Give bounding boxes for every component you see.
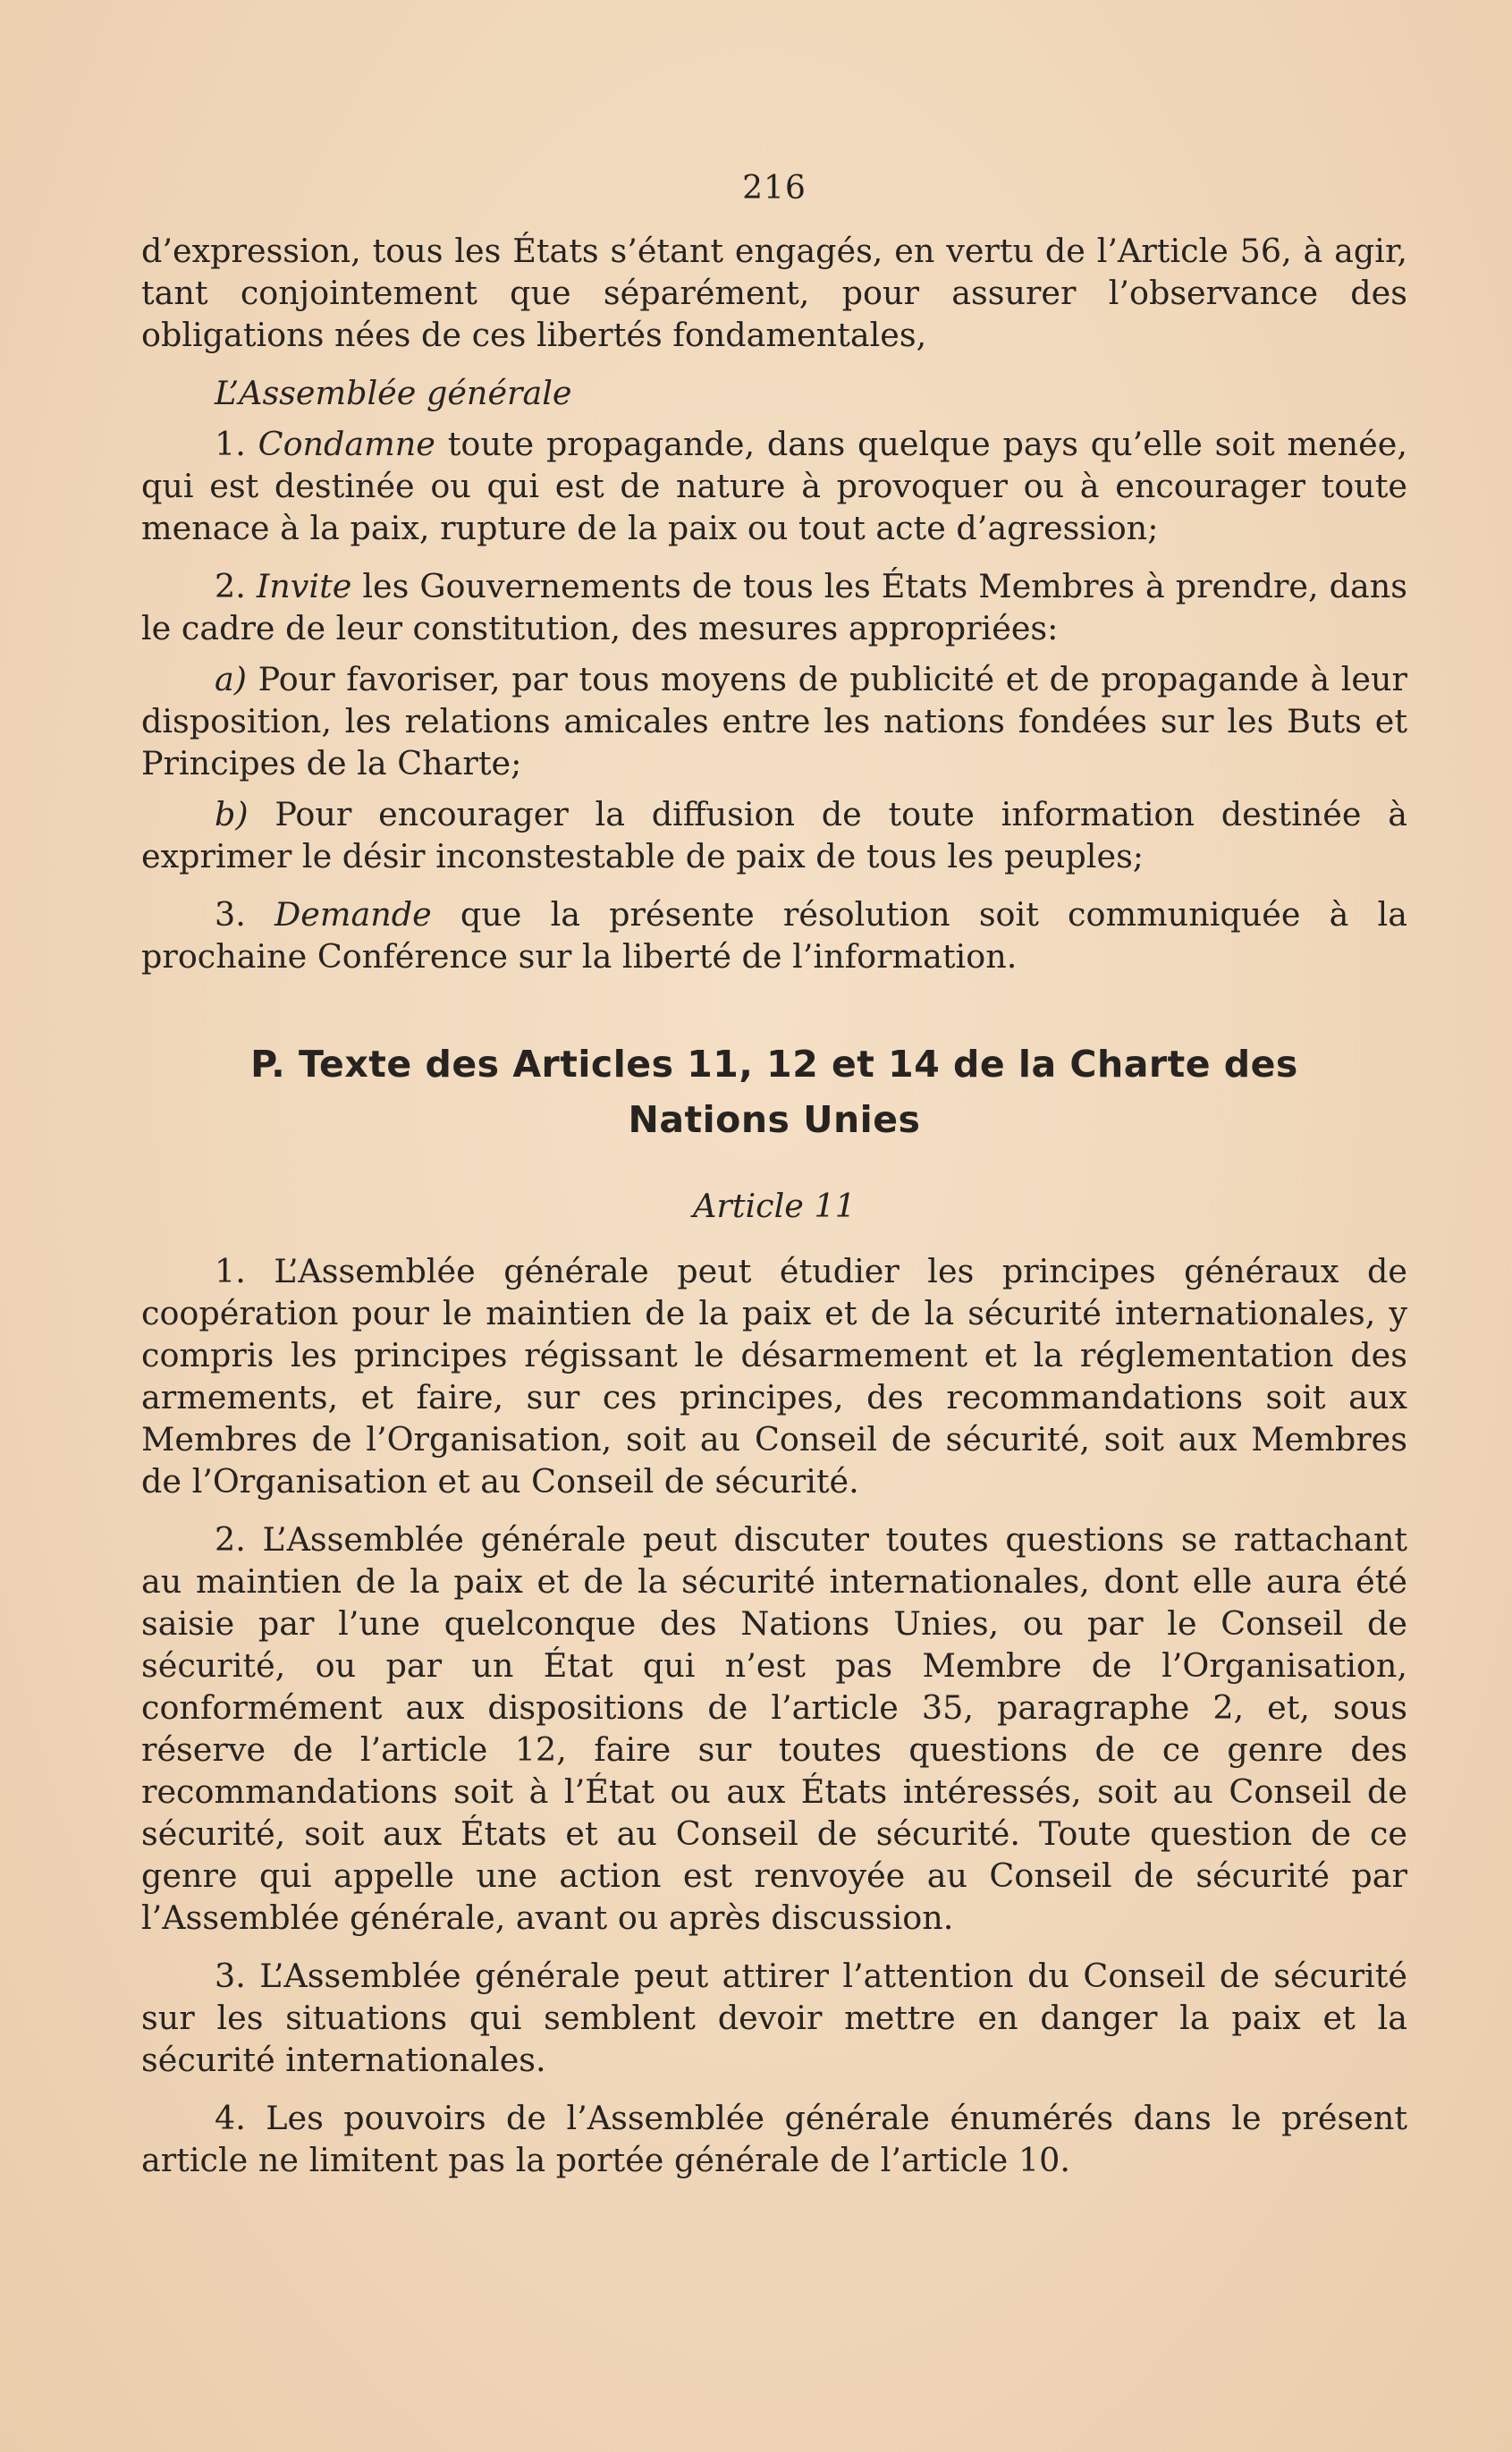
- resolution-number: 1.: [215, 425, 246, 463]
- article-paragraph-3: 3. L’Assemblée générale peut attirer l’attention du Conseil de sécurité sur les situations qui semblent devoir mettre en danger la paix et la sécurité internationales.: [141, 1957, 1407, 2079]
- assembly-heading: L’Assemblée générale: [215, 374, 572, 412]
- page-number: 216: [742, 170, 807, 207]
- resolution-text: les Gouvernements de tous les États Membres à prendre, dans le cadre de leur constitution, des mesures appropriées:: [141, 567, 1408, 647]
- resolution-verb: Demande: [275, 895, 432, 934]
- sub-item-text: Pour favoriser, par tous moyens de publicité et de propagande à leur disposition, les relations amicales entre les nations fondées sur les Buts et Principes de la Charte;: [141, 660, 1407, 782]
- article-title: Article 11: [693, 1187, 856, 1225]
- article-paragraph-1: 1. L’Assemblée générale peut étudier les principes généraux de coopération pour le maintien de la paix et de la sécurité internationales, y compris les principes régissant le désarmement et la réglementation des armements, et faire, sur ces principes, des recommandations soit aux Membres de l’Organisation, soit au Conseil de sécurité, soit aux Membres de l’Organisation et au Conseil de sécurité.: [141, 1252, 1407, 1501]
- sub-item-letter: b): [215, 795, 249, 833]
- resolution-verb: Condamne: [258, 425, 435, 463]
- article-paragraph-2: 2. L’Assemblée générale peut discuter toutes questions se rattachant au maintien de la paix et de la sécurité internationales, dont elle aura été saisie par l’une quelconque des Nations Unies, ou par le Conseil de sécurité, ou par un État qui n’est pas Membre de l’Organisation, conformément aux dispositions de l’article 35, paragraphe 2, et, sous réserve de l’article 12, faire sur toutes questions de ce genre des recommandations soit à l’État ou aux États intéressés, soit au Conseil de sécurité, soit aux États et au Conseil de sécurité. Toute question de ce genre qui appelle une action est renvoyée au Conseil de sécurité par l’Assemblée générale, avant ou après discussion.: [141, 1520, 1407, 1937]
- resolution-text: que la présente résolution soit communiquée à la prochaine Conférence sur la liberté de l’information.: [141, 895, 1407, 976]
- intro-paragraph: d’expression, tous les États s’étant engagés, en vertu de l’Article 56, à agir, tant conjointement que séparément, pour assurer l’observance des obligations nées de ces libertés fondamentales,: [141, 232, 1407, 354]
- sub-item-letter: a): [215, 660, 248, 698]
- resolution-verb: Invite: [256, 567, 352, 605]
- resolution-item-2: [141, 565, 1407, 649]
- resolution-item-3: [141, 893, 1407, 977]
- sub-item-a: [141, 658, 1407, 784]
- document-page: [141, 170, 1407, 2181]
- section-title-line-2: Nations Unies: [628, 1098, 921, 1141]
- article-paragraph-4: 4. Les pouvoirs de l’Assemblée générale énumérés dans le présent article ne limitent pas la portée générale de l’article 10.: [141, 2099, 1407, 2179]
- resolution-text: toute propagande, dans quelque pays qu’elle soit menée, qui est destinée ou qui est de nature à provoquer ou à encourager toute menace à la paix, rupture de la paix ou tout acte d’agression;: [141, 425, 1407, 547]
- sub-item-text: Pour encourager la diffusion de toute information destinée à exprimer le désir inconstestable de paix de tous les peuples;: [141, 795, 1407, 875]
- resolution-item-1: [141, 423, 1407, 549]
- resolution-number: 2.: [215, 567, 246, 605]
- section-title-line-1: P. Texte des Articles 11, 12 et 14 de la Charte des: [250, 1043, 1298, 1086]
- section-title: [177, 1036, 1372, 1147]
- sub-item-b: [141, 793, 1407, 877]
- resolution-number: 3.: [215, 895, 246, 934]
